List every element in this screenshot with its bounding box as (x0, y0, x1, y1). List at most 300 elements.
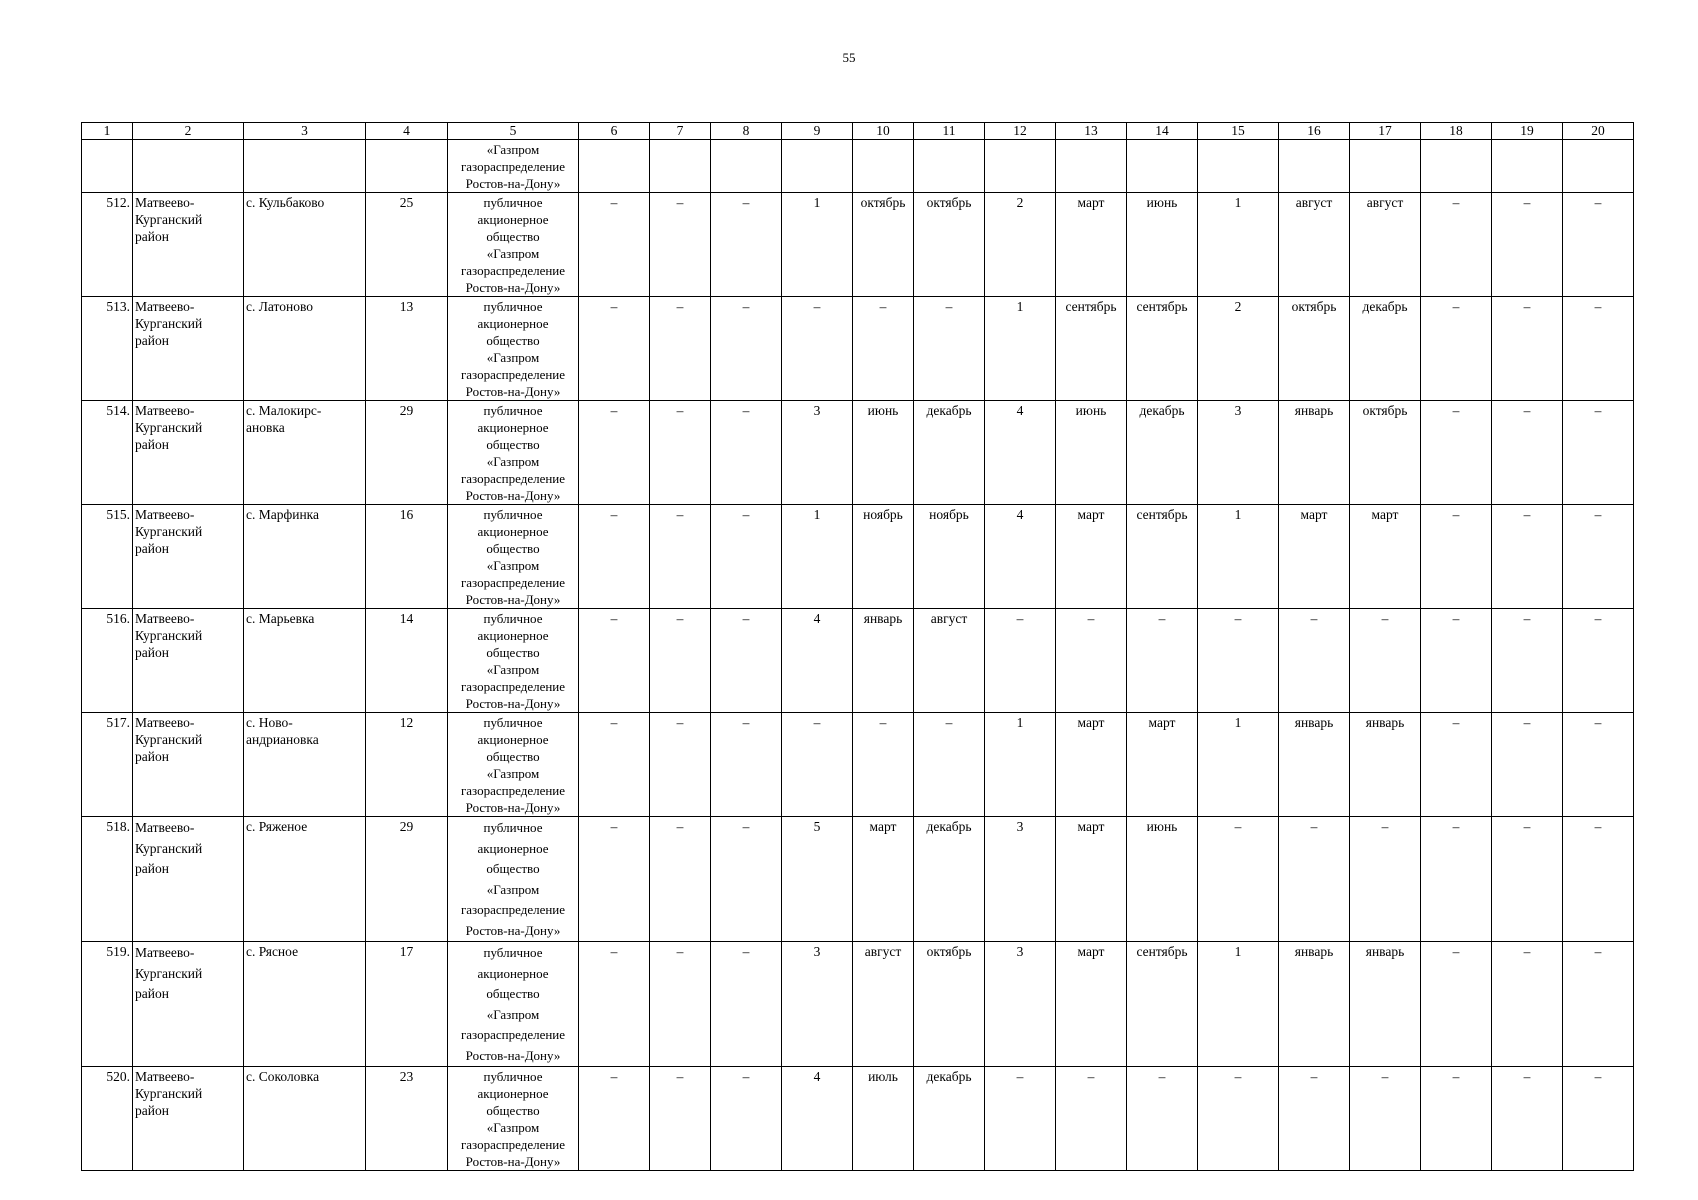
data-cell: 5 (782, 817, 853, 942)
org-line: газораспределение (460, 783, 566, 798)
data-cell: июль (853, 1067, 914, 1171)
data-cell: – (1563, 942, 1634, 1067)
locality-cell (244, 1067, 366, 1171)
data-cell: – (579, 297, 650, 401)
district-line: Курганский (135, 628, 203, 643)
data-cell: 4 (985, 505, 1056, 609)
org-line: газораспределение (460, 1137, 566, 1152)
data-cell: – (579, 505, 650, 609)
data-cell: – (1563, 297, 1634, 401)
data-cell: – (1492, 505, 1563, 609)
district-line: район (135, 861, 169, 876)
data-cell: – (1563, 401, 1634, 505)
org-line: общество (486, 749, 540, 764)
data-cell: 1 (1198, 942, 1279, 1067)
org-line: акционерное (477, 732, 549, 747)
table-row (82, 817, 1634, 942)
data-cell: – (1492, 1067, 1563, 1171)
org-cell (448, 401, 579, 505)
column-number: 2 (133, 123, 244, 140)
data-cell: октябрь (1279, 297, 1350, 401)
locality-cell (244, 817, 366, 942)
locality-cell (244, 713, 366, 817)
data-cell: октябрь (914, 942, 985, 1067)
data-cell: сентябрь (1056, 297, 1127, 401)
column-number: 14 (1127, 123, 1198, 140)
data-cell: март (1056, 817, 1127, 942)
org-cell (448, 297, 579, 401)
data-cell: – (650, 193, 711, 297)
data-cell: – (1492, 942, 1563, 1067)
data-cell: январь (1279, 713, 1350, 817)
data-cell: январь (1279, 942, 1350, 1067)
column-number: 18 (1421, 123, 1492, 140)
district-line: район (135, 333, 169, 348)
org-line: Ростов-на-Дону» (465, 280, 561, 295)
locality-line: с. Латоново (246, 299, 314, 314)
data-cell: – (1421, 401, 1492, 505)
data-cell: октябрь (853, 193, 914, 297)
org-line: общество (486, 986, 540, 1001)
org-line: Ростов-на-Дону» (465, 800, 561, 815)
row-number: 519. (82, 942, 133, 1067)
count-cell: 13 (366, 297, 448, 401)
data-cell: – (711, 505, 782, 609)
table-row (82, 193, 1634, 297)
data-cell: – (579, 817, 650, 942)
data-cell: март (1056, 942, 1127, 1067)
data-cell: 3 (782, 942, 853, 1067)
column-number: 5 (448, 123, 579, 140)
org-line: газораспределение (460, 263, 566, 278)
org-line: «Газпром (486, 1006, 540, 1022)
org-line: Ростов-на-Дону» (465, 1047, 561, 1063)
org-cell (448, 193, 579, 297)
district-line: Матвеево- (135, 1069, 195, 1084)
data-cell: 1 (1198, 193, 1279, 297)
column-number: 16 (1279, 123, 1350, 140)
column-number: 19 (1492, 123, 1563, 140)
locality-line: андриановка (246, 732, 319, 747)
column-number: 13 (1056, 123, 1127, 140)
column-number: 17 (1350, 123, 1421, 140)
data-cell: март (853, 817, 914, 942)
data-cell: – (650, 505, 711, 609)
org-line: Ростов-на-Дону» (465, 488, 561, 503)
district-line: Матвеево- (135, 945, 195, 960)
plan-table (81, 122, 1634, 1171)
data-cell: – (579, 193, 650, 297)
district-cell (133, 505, 244, 609)
org-line: публичное (483, 299, 543, 314)
locality-cell (244, 193, 366, 297)
data-cell: 1 (782, 193, 853, 297)
data-cell: март (1056, 713, 1127, 817)
column-number: 11 (914, 123, 985, 140)
district-line: район (135, 1103, 169, 1118)
table-row (82, 713, 1634, 817)
district-line: Курганский (135, 965, 203, 981)
data-cell: – (1279, 609, 1350, 713)
row-number: 514. (82, 401, 133, 505)
data-cell: декабрь (914, 817, 985, 942)
data-cell: 1 (782, 505, 853, 609)
org-line: «Газпром (486, 350, 540, 365)
org-line: публичное (483, 1069, 543, 1084)
data-cell: октябрь (1350, 401, 1421, 505)
data-cell: – (1421, 817, 1492, 942)
org-line: публичное (483, 507, 543, 522)
district-line: Курганский (135, 1086, 203, 1101)
org-line: «Газпром (486, 142, 540, 157)
org-line: газораспределение (460, 1027, 566, 1042)
data-cell: август (853, 942, 914, 1067)
data-cell: декабрь (914, 1067, 985, 1171)
data-cell: – (579, 942, 650, 1067)
locality-line: с. Марфинка (246, 507, 320, 522)
table-row (82, 505, 1634, 609)
data-cell: – (711, 817, 782, 942)
district-cell (133, 817, 244, 942)
data-cell: – (650, 297, 711, 401)
data-cell: – (914, 297, 985, 401)
org-line: Ростов-на-Дону» (465, 696, 561, 711)
org-line: публичное (483, 945, 543, 960)
org-line: «Газпром (486, 881, 540, 897)
data-cell: март (1350, 505, 1421, 609)
district-line: район (135, 986, 169, 1001)
org-line: «Газпром (486, 558, 540, 573)
district-line: Матвеево- (135, 507, 195, 522)
data-cell: 2 (1198, 297, 1279, 401)
org-cell (448, 1067, 579, 1171)
org-line: акционерное (477, 628, 549, 643)
count-cell: 14 (366, 609, 448, 713)
data-cell: 2 (985, 193, 1056, 297)
row-number: 512. (82, 193, 133, 297)
org-line: «Газпром (486, 246, 540, 261)
org-line: Ростов-на-Дону» (465, 176, 561, 191)
org-line: общество (486, 437, 540, 452)
data-cell: – (1421, 942, 1492, 1067)
count-cell: 29 (366, 401, 448, 505)
data-cell: – (711, 713, 782, 817)
district-line: район (135, 749, 169, 764)
data-cell: – (711, 193, 782, 297)
data-cell: – (853, 713, 914, 817)
count-cell: 12 (366, 713, 448, 817)
data-cell: – (711, 297, 782, 401)
column-number: 9 (782, 123, 853, 140)
data-cell: – (1492, 609, 1563, 713)
district-cell (133, 713, 244, 817)
data-cell: июнь (853, 401, 914, 505)
data-cell: – (711, 609, 782, 713)
data-cell: 3 (1198, 401, 1279, 505)
data-cell: 4 (782, 609, 853, 713)
district-line: район (135, 645, 169, 660)
data-cell: – (1492, 297, 1563, 401)
org-line: газораспределение (460, 902, 566, 917)
data-cell: – (711, 401, 782, 505)
data-cell: – (1056, 1067, 1127, 1171)
district-cell (133, 193, 244, 297)
table-row (82, 401, 1634, 505)
org-line: акционерное (477, 524, 549, 539)
data-cell: август (914, 609, 985, 713)
data-cell: – (1279, 817, 1350, 942)
org-line: общество (486, 645, 540, 660)
count-cell: 25 (366, 193, 448, 297)
data-cell: – (1421, 609, 1492, 713)
data-cell: – (711, 942, 782, 1067)
data-cell: март (1127, 713, 1198, 817)
data-cell: – (1198, 609, 1279, 713)
org-line: акционерное (477, 212, 549, 227)
data-cell: – (1492, 713, 1563, 817)
table-body (82, 193, 1634, 1171)
org-line: Ростов-на-Дону» (465, 384, 561, 399)
data-cell: – (1127, 1067, 1198, 1171)
district-line: Курганский (135, 316, 203, 331)
data-cell: август (1279, 193, 1350, 297)
column-number: 15 (1198, 123, 1279, 140)
org-line: общество (486, 229, 540, 244)
district-line: Курганский (135, 840, 203, 856)
row-number: 518. (82, 817, 133, 942)
data-cell: 1 (1198, 713, 1279, 817)
org-line: общество (486, 333, 540, 348)
locality-cell (244, 297, 366, 401)
district-line: Курганский (135, 524, 203, 539)
data-cell: – (579, 1067, 650, 1171)
data-cell: 1 (1198, 505, 1279, 609)
district-cell (133, 1067, 244, 1171)
data-cell: – (1563, 505, 1634, 609)
data-cell: – (1563, 1067, 1634, 1171)
table-row (82, 942, 1634, 1067)
district-line: Курганский (135, 212, 203, 227)
row-number: 515. (82, 505, 133, 609)
data-cell: – (1127, 609, 1198, 713)
data-cell: 3 (985, 817, 1056, 942)
continuation-row (82, 140, 1634, 193)
data-cell: март (1279, 505, 1350, 609)
table-row (82, 609, 1634, 713)
data-cell: – (1279, 1067, 1350, 1171)
column-number: 4 (366, 123, 448, 140)
data-cell: – (650, 609, 711, 713)
locality-line: с. Рясное (246, 944, 299, 959)
org-line: общество (486, 861, 540, 876)
data-cell: – (1492, 193, 1563, 297)
org-line: газораспределение (460, 575, 566, 590)
data-cell: октябрь (914, 193, 985, 297)
org-line: публичное (483, 611, 543, 626)
data-cell: декабрь (1350, 297, 1421, 401)
district-line: Матвеево- (135, 195, 195, 210)
org-line: общество (486, 541, 540, 556)
data-cell: – (1198, 817, 1279, 942)
district-cell (133, 297, 244, 401)
data-cell: сентябрь (1127, 942, 1198, 1067)
data-cell: – (1198, 1067, 1279, 1171)
org-line: Ростов-на-Дону» (465, 592, 561, 607)
data-cell: 4 (782, 1067, 853, 1171)
locality-line: ановка (246, 420, 285, 435)
data-cell: июнь (1127, 817, 1198, 942)
data-cell: – (782, 713, 853, 817)
data-cell: – (1492, 401, 1563, 505)
org-line: газораспределение (460, 679, 566, 694)
data-cell: август (1350, 193, 1421, 297)
district-line: район (135, 437, 169, 452)
data-cell: – (650, 1067, 711, 1171)
data-cell: – (782, 297, 853, 401)
data-cell: – (650, 713, 711, 817)
org-line: акционерное (477, 316, 549, 331)
org-line: акционерное (477, 965, 549, 981)
org-line: публичное (483, 403, 543, 418)
data-cell: – (650, 401, 711, 505)
data-cell: – (1421, 297, 1492, 401)
org-line: Ростов-на-Дону» (465, 922, 561, 938)
district-line: Матвеево- (135, 299, 195, 314)
data-cell: 4 (985, 401, 1056, 505)
data-cell: 3 (782, 401, 853, 505)
data-cell: июнь (1056, 401, 1127, 505)
locality-line: с. Кульбаково (246, 195, 325, 210)
data-cell: – (1350, 817, 1421, 942)
org-cell (448, 713, 579, 817)
district-line: Курганский (135, 420, 203, 435)
data-cell: январь (1279, 401, 1350, 505)
data-cell: – (985, 1067, 1056, 1171)
data-cell: март (1056, 505, 1127, 609)
data-cell: ноябрь (853, 505, 914, 609)
district-cell (133, 401, 244, 505)
data-cell: – (1350, 609, 1421, 713)
data-cell: сентябрь (1127, 505, 1198, 609)
data-cell: – (1421, 505, 1492, 609)
locality-cell (244, 942, 366, 1067)
count-cell: 16 (366, 505, 448, 609)
data-cell: – (711, 1067, 782, 1171)
column-number: 1 (82, 123, 133, 140)
column-number: 3 (244, 123, 366, 140)
data-cell: декабрь (1127, 401, 1198, 505)
data-cell: – (1350, 1067, 1421, 1171)
data-cell: – (853, 297, 914, 401)
org-line: газораспределение (460, 471, 566, 486)
data-cell: – (985, 609, 1056, 713)
district-line: район (135, 229, 169, 244)
data-cell: сентябрь (1127, 297, 1198, 401)
district-line: Матвеево- (135, 820, 195, 835)
locality-line: с. Малокирс- (246, 403, 322, 418)
data-cell: – (1563, 193, 1634, 297)
count-cell: 23 (366, 1067, 448, 1171)
row-number: 513. (82, 297, 133, 401)
data-cell: – (1563, 817, 1634, 942)
column-number: 6 (579, 123, 650, 140)
org-cell (448, 140, 579, 193)
data-cell: июнь (1127, 193, 1198, 297)
data-cell: – (579, 609, 650, 713)
locality-line: с. Марьевка (246, 611, 315, 626)
org-line: акционерное (477, 840, 549, 856)
data-cell: – (1492, 817, 1563, 942)
data-cell: – (1421, 1067, 1492, 1171)
data-cell: – (579, 401, 650, 505)
org-line: публичное (483, 820, 543, 835)
org-line: Ростов-на-Дону» (465, 1154, 561, 1169)
org-line: «Газпром (486, 766, 540, 781)
locality-cell (244, 609, 366, 713)
org-line: публичное (483, 715, 543, 730)
org-cell (448, 505, 579, 609)
page-number: 55 (842, 50, 856, 65)
table-row (82, 1067, 1634, 1171)
locality-line: с. Ряженое (246, 819, 308, 834)
data-cell: – (1563, 609, 1634, 713)
org-line: газораспределение (460, 367, 566, 382)
district-line: район (135, 541, 169, 556)
org-line: «Газпром (486, 662, 540, 677)
locality-line: с. Ново- (246, 715, 293, 730)
org-line: общество (486, 1103, 540, 1118)
data-cell: январь (853, 609, 914, 713)
org-cell (448, 609, 579, 713)
row-number: 516. (82, 609, 133, 713)
data-cell: – (650, 817, 711, 942)
header-row (82, 123, 1634, 140)
data-cell: январь (1350, 942, 1421, 1067)
column-number: 12 (985, 123, 1056, 140)
locality-cell (244, 505, 366, 609)
data-cell: – (1563, 713, 1634, 817)
count-cell: 17 (366, 942, 448, 1067)
row-number: 517. (82, 713, 133, 817)
org-line: «Газпром (486, 1120, 540, 1135)
data-cell: – (650, 942, 711, 1067)
org-line: акционерное (477, 1086, 549, 1101)
locality-cell (244, 401, 366, 505)
column-number: 20 (1563, 123, 1634, 140)
org-line: публичное (483, 195, 543, 210)
data-cell: март (1056, 193, 1127, 297)
data-cell: 3 (985, 942, 1056, 1067)
data-cell: – (1421, 713, 1492, 817)
data-cell: 1 (985, 713, 1056, 817)
org-line: «Газпром (486, 454, 540, 469)
data-cell: январь (1350, 713, 1421, 817)
count-cell: 29 (366, 817, 448, 942)
data-cell: – (579, 713, 650, 817)
org-cell (448, 817, 579, 942)
district-cell (133, 609, 244, 713)
district-line: Матвеево- (135, 403, 195, 418)
row-number: 520. (82, 1067, 133, 1171)
data-cell: – (1056, 609, 1127, 713)
column-number: 10 (853, 123, 914, 140)
org-line: акционерное (477, 420, 549, 435)
org-cell (448, 942, 579, 1067)
locality-line: с. Соколовка (246, 1069, 320, 1084)
table-row (82, 297, 1634, 401)
data-cell: ноябрь (914, 505, 985, 609)
data-cell: – (914, 713, 985, 817)
